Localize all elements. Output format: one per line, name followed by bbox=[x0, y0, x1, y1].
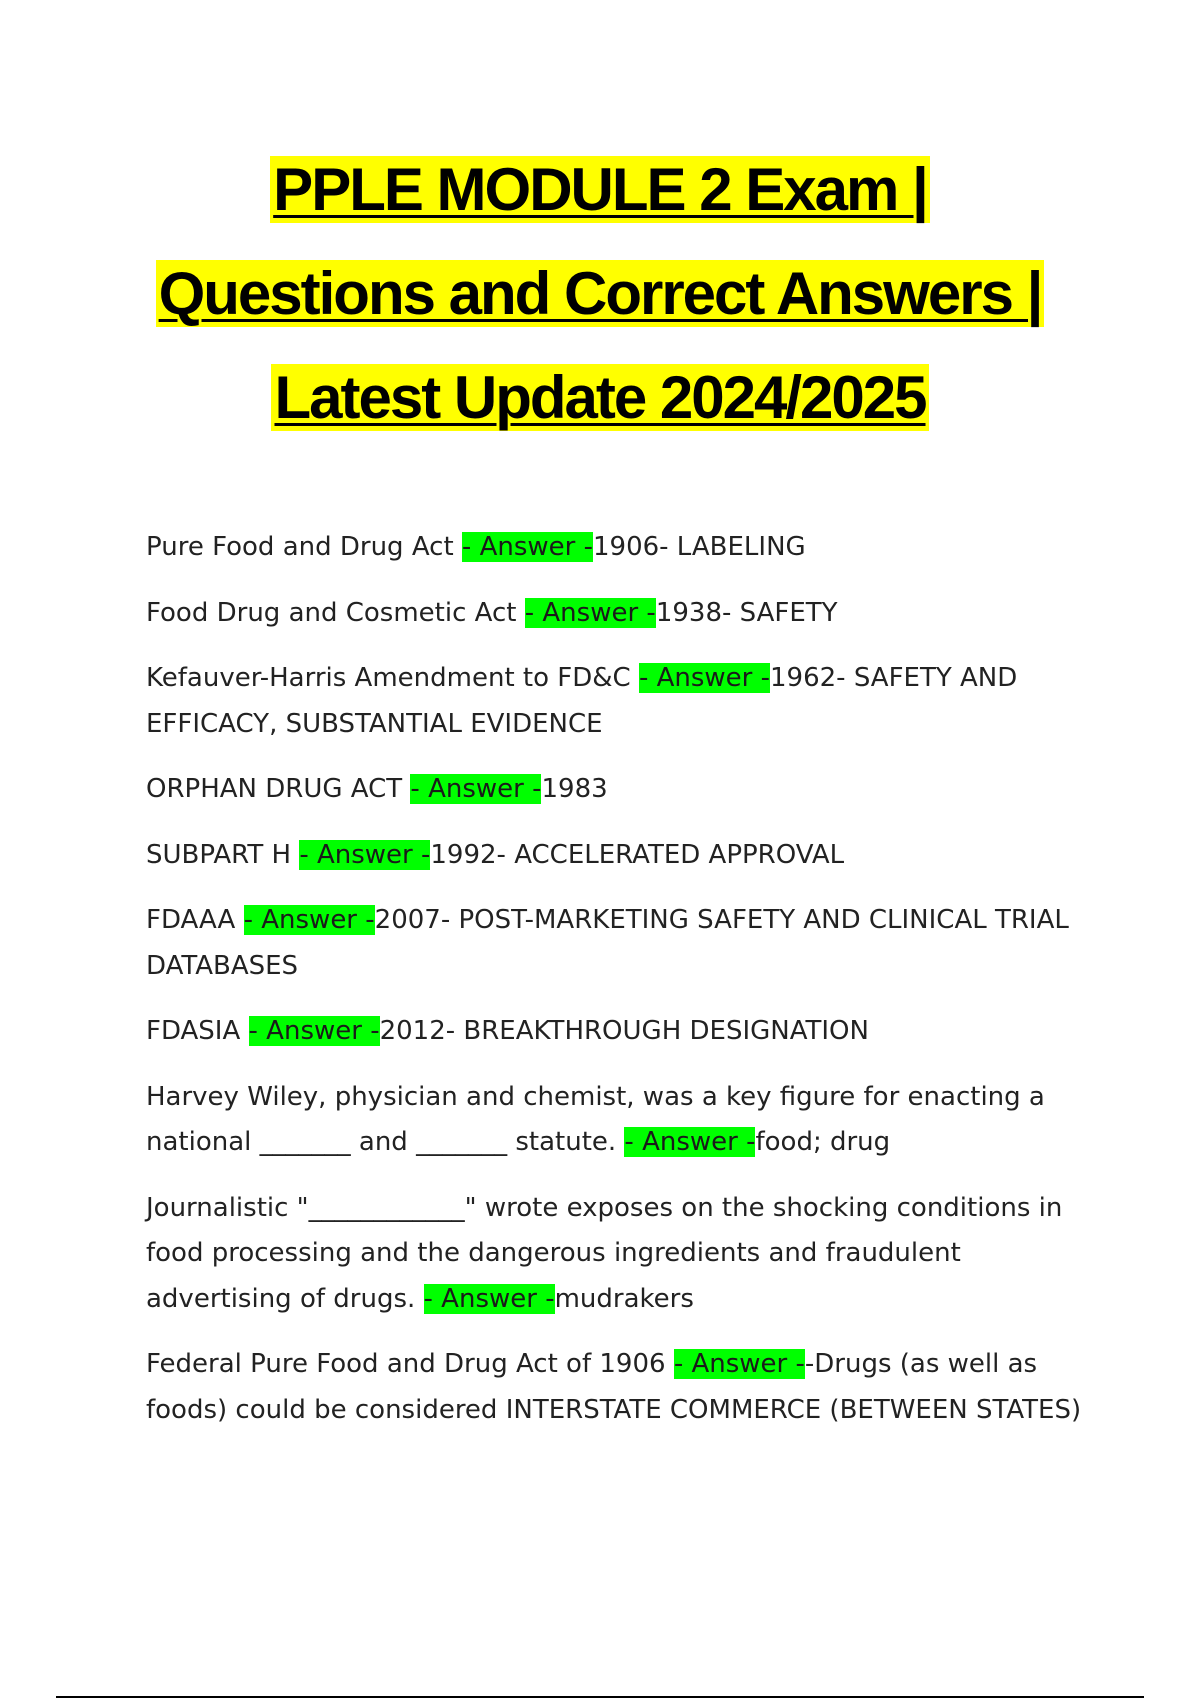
answer-marker: - Answer - bbox=[248, 1016, 380, 1046]
title-line-1: PPLE MODULE 2 Exam | bbox=[270, 156, 930, 223]
answer-marker: - Answer - bbox=[673, 1349, 805, 1379]
answer-text: 2007- POST-MARKETING SAFETY AND CLINICAL TRIAL DATABASES bbox=[146, 905, 1069, 981]
answer-marker: - Answer - bbox=[299, 839, 431, 870]
answer-text: food; drug bbox=[755, 1127, 891, 1157]
question-text: FDASIA bbox=[146, 1016, 249, 1046]
question-text: Harvey Wiley, physician and chemist, was a key figure for enacting a national _______ and _______ statute. bbox=[146, 1081, 1045, 1157]
question-answer-list bbox=[146, 525, 1091, 1453]
answer-text: 1906- LABELING bbox=[592, 532, 806, 562]
title-line-3: Latest Update 2024/2025 bbox=[271, 364, 928, 431]
question-text: Federal Pure Food and Drug Act of 1906 bbox=[146, 1349, 674, 1379]
qa-item-orphan-drug-act bbox=[146, 767, 1091, 813]
title-line-2: Questions and Correct Answers | bbox=[156, 260, 1045, 327]
qa-item-fdaaa bbox=[146, 898, 1091, 989]
title-line bbox=[0, 242, 1200, 346]
answer-marker: - Answer - bbox=[524, 597, 656, 628]
footer-divider bbox=[56, 1696, 1144, 1698]
qa-item-pure-food-drug-act bbox=[146, 525, 1091, 571]
document-title bbox=[0, 138, 1200, 450]
question-text: Food Drug and Cosmetic Act bbox=[146, 597, 525, 628]
answer-marker: - Answer - bbox=[461, 532, 593, 562]
question-text: Kefauver-Harris Amendment to FD&C bbox=[146, 663, 639, 693]
answer-marker: - Answer - bbox=[638, 663, 770, 693]
qa-item-kefauver-harris bbox=[146, 656, 1091, 747]
qa-item-food-drug-cosmetic-act bbox=[146, 591, 1091, 637]
question-text: FDAAA bbox=[146, 905, 244, 935]
qa-item-journalistic bbox=[146, 1186, 1091, 1323]
answer-marker: - Answer - bbox=[243, 905, 375, 935]
qa-item-fdasia bbox=[146, 1009, 1091, 1055]
question-text: Journalistic "____________" wrote exposes on the shocking conditions in food processing and the dangerous ingredients and fraudulent advertising of drugs. bbox=[146, 1192, 1063, 1314]
qa-item-federal-pure-food-1906 bbox=[146, 1342, 1091, 1433]
answer-marker: - Answer - bbox=[423, 1283, 555, 1314]
answer-marker: - Answer - bbox=[624, 1127, 756, 1157]
qa-item-subpart-h bbox=[146, 833, 1091, 879]
answer-text: 1992- ACCELERATED APPROVAL bbox=[430, 839, 845, 870]
answer-text: 1962- SAFETY AND EFFICACY, SUBSTANTIAL EVIDENCE bbox=[146, 663, 1018, 739]
answer-text: mudrakers bbox=[554, 1283, 694, 1314]
answer-text: 2012- BREAKTHROUGH DESIGNATION bbox=[379, 1016, 869, 1046]
question-text: SUBPART H bbox=[146, 839, 300, 870]
title-line bbox=[0, 138, 1200, 242]
qa-item-harvey-wiley bbox=[146, 1075, 1091, 1166]
question-text: ORPHAN DRUG ACT bbox=[146, 774, 411, 804]
answer-text: 1983 bbox=[541, 774, 608, 804]
title-line bbox=[0, 346, 1200, 450]
answer-text: 1938- SAFETY bbox=[655, 597, 838, 628]
answer-text: -Drugs (as well as foods) could be considered INTERSTATE COMMERCE (BETWEEN STATES) bbox=[146, 1349, 1082, 1425]
question-text: Pure Food and Drug Act bbox=[146, 532, 462, 562]
answer-marker: - Answer - bbox=[410, 774, 542, 804]
